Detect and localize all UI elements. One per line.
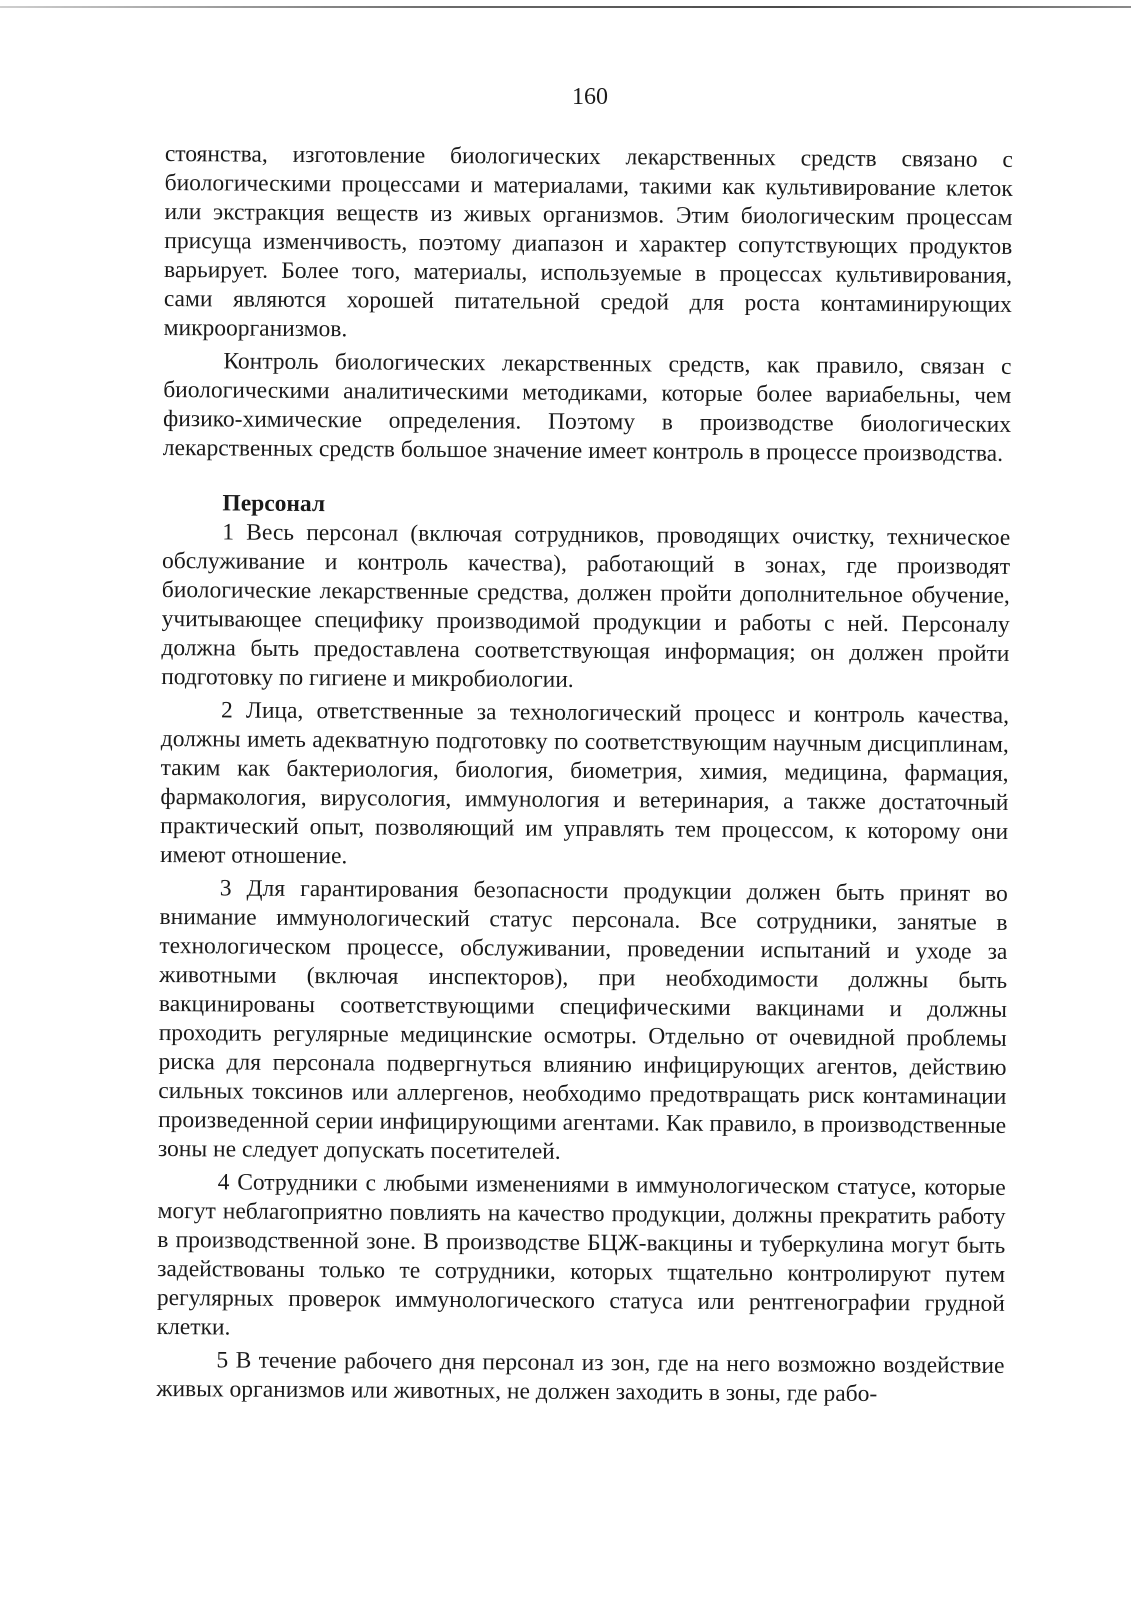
paragraph-control: Контроль биологических лекарственных средств, как правило, связан с биологическими аналитическими методиками, которые более вариабельны, чем физико-химические определения. Поэтому в производстве биологических лекарственных средств большое значение имеет контроль в процессе производства. (162, 348, 1012, 467)
paragraph-item-1: 1 Весь персонал (включая сотрудников, проводящих очистку, техническое обслуживание и контроль качества), работающий в зонах, где производят биологические лекарственные средства, должен пройти дополнительное обучение, учитывающее специфику производимой продукции и работы с ней. Персоналу должна быть предоставлена соответствующая информация; он должен пройти подготовку по гигиене и микробиологии. (161, 519, 1011, 693)
section-heading: Персонал (222, 490, 326, 518)
paragraph-item-2: 2 Лица, ответственные за технологический процесс и контроль качества, должны иметь адекватную подготовку по соответствующим научным дисциплинам, таким как бактериология, биология, биометрия, химия, медицина, фармация, фармакология, вирусология, иммунология и ветеринария, а также достаточный практический опыт, позволяющий им управлять тем процессом, к которому они имеют отношение. (159, 697, 1010, 870)
paragraph-item-3: 3 Для гарантирования безопасности продукции должен быть принят во внимание иммунологический статус персонала. Все сотрудники, занятые в технологическом процессе, обслуживании, проведении испытаний и уходе за животными (включая инспекторов), при необходимости должны быть вакцинированы соответствующими специфическими вакцинами и должны проходить регулярные медицинские осмотры. Отдельно от очевидной проблемы риска для персонала подвергнуться влиянию инфицирующих агентов, действию сильных токсинов или аллергенов, необходимо предотвращать риск контаминации произведенной серии инфицирующими агентами. Как правило, в производственные зоны не следует допускать посетителей. (157, 875, 1008, 1165)
document-body (156, 140, 1013, 1410)
paragraph-continuation: стоянства, изготовление биологических лекарственных средств связано с биологическими процессами и материалами, такими как культивирование клеток или экстракция веществ из живых организмов. Этим биологическим процессам присуща изменчивость, поэтому диапазон и характер сопутствующих продуктов варьирует. Более того, материалы, используемые в процессах культивирования, сами являются хорошей питательной средой для роста контаминирующих микроорганизмов. (163, 140, 1013, 343)
page-number: 160 (572, 84, 608, 110)
paragraph-item-4: 4 Сотрудники с любыми изменениями в иммунологическом статусе, которые могут неблагоприятно повлиять на качество продукции, должны прекратить работу в производственной зоне. В производстве БЦЖ-вакцины и туберкулина могут быть задействованы только те сотрудники, которых тщательно контролируют путем регулярных проверок иммунологического статуса или рентгенографии грудной клетки. (156, 1169, 1006, 1341)
paragraph-item-5: 5 В течение рабочего дня персонал из зон, где на него возможно воздействие живых организмов или животных, не должен заходить в зоны, где рабо- (156, 1347, 1005, 1408)
scan-edge-line (0, 6, 1131, 8)
